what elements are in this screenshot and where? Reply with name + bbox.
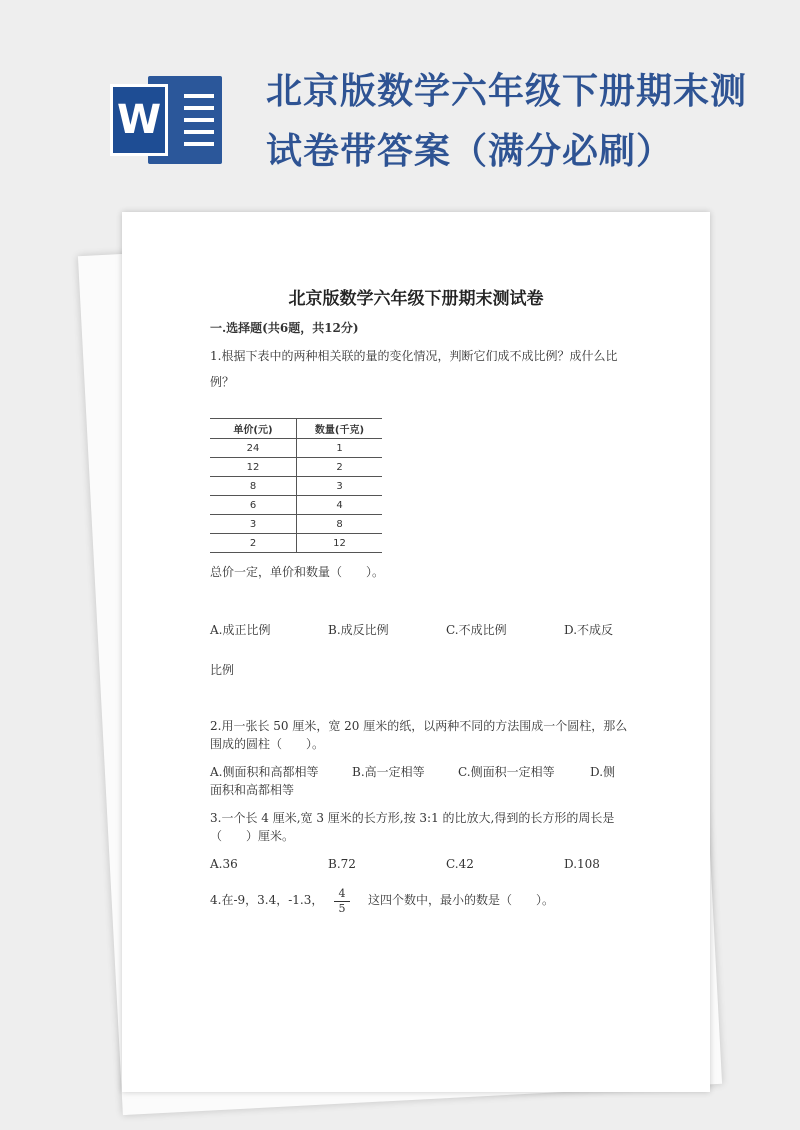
q1-line1: 1.根据下表中的两种相关联的量的变化情况，判断它们成不成比例？成什么比 xyxy=(210,349,618,363)
section-heading: 一.选择题(共6题，共12分) xyxy=(210,321,359,335)
q1-option-b: B.成反比例 xyxy=(328,623,389,637)
page-title-line1: 北京版数学六年级下册期末测 xyxy=(266,71,748,112)
fraction-denominator: 5 xyxy=(338,902,346,915)
table-cell: 12 xyxy=(210,458,297,477)
price-quantity-table xyxy=(210,418,382,553)
q2-option-b: B.高一定相等 xyxy=(352,765,425,779)
table-row xyxy=(210,534,382,553)
q2-line2: 围成的圆柱（ ）。 xyxy=(210,737,325,751)
q1-line2: 例？ xyxy=(210,375,235,389)
q4-fraction xyxy=(334,887,350,916)
table-row xyxy=(210,439,382,458)
q3-option-d: D.108 xyxy=(564,857,600,871)
word-document-icon xyxy=(110,70,222,170)
page-title xyxy=(266,62,766,182)
table-header-cell: 单价(元) xyxy=(210,419,297,439)
q4-before: 4.在-9，3.4，-1.3， xyxy=(210,893,324,907)
q1-option-d: D.不成反 xyxy=(564,623,614,637)
q1-option-c: C.不成比例 xyxy=(446,623,507,637)
table-cell: 1 xyxy=(297,439,383,458)
q3-option-c: C.42 xyxy=(446,857,474,871)
table-row xyxy=(210,458,382,477)
q1-option-d-wrap: 比例 xyxy=(210,663,235,677)
table-row xyxy=(210,515,382,534)
q3-line1: 3.一个长 4 厘米,宽 3 厘米的长方形,按 3:1 的比放大,得到的长方形的周长是 xyxy=(210,811,615,825)
q2-line1: 2.用一张长 50 厘米，宽 20 厘米的纸，以两种不同的方法围成一个圆柱，那么 xyxy=(210,719,628,733)
header xyxy=(0,0,800,210)
q3-option-a: A.36 xyxy=(210,857,238,871)
q2-option-a: A.侧面积和高都相等 xyxy=(210,765,319,779)
document-page xyxy=(122,212,710,1092)
q2-option-d-wrap: 面积和高都相等 xyxy=(210,783,295,797)
table-cell: 6 xyxy=(210,496,297,515)
table-cell: 12 xyxy=(297,534,383,553)
q1-option-a: A.成正比例 xyxy=(210,623,271,637)
table-cell: 8 xyxy=(210,477,297,496)
table-header-cell: 数量(千克) xyxy=(297,419,383,439)
document-title: 北京版数学六年级下册期末测试卷 xyxy=(288,289,544,309)
table-cell: 2 xyxy=(297,458,383,477)
table-row xyxy=(210,477,382,496)
fraction-numerator: 4 xyxy=(334,887,350,902)
table-cell: 4 xyxy=(297,496,383,515)
table-cell: 2 xyxy=(210,534,297,553)
word-w-badge: W xyxy=(110,84,168,156)
q1-stem: 总价一定，单价和数量（ ）。 xyxy=(210,565,385,579)
table-cell: 8 xyxy=(297,515,383,534)
table-cell: 3 xyxy=(210,515,297,534)
q2-option-d: D.侧 xyxy=(590,765,616,779)
table-cell: 24 xyxy=(210,439,297,458)
q3-option-b: B.72 xyxy=(328,857,356,871)
q4-after: 这四个数中，最小的数是（ ）。 xyxy=(368,893,555,907)
page-title-line2: 试卷带答案（满分必刷） xyxy=(266,131,674,172)
table-row xyxy=(210,496,382,515)
table-cell: 3 xyxy=(297,477,383,496)
table-header-row xyxy=(210,419,382,439)
q2-option-c: C.侧面积一定相等 xyxy=(458,765,555,779)
q3-line2: （ ）厘米。 xyxy=(210,829,295,843)
